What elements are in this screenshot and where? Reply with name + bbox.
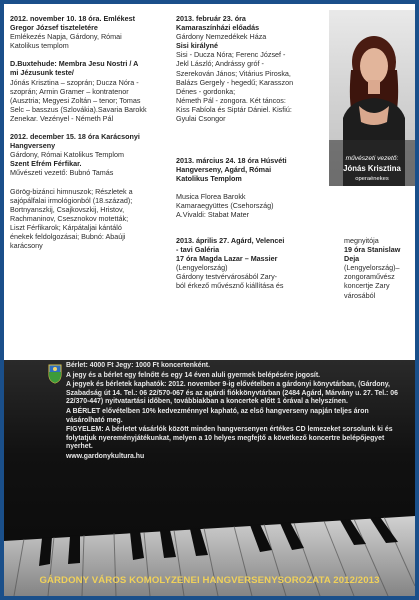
info-line: FIGYELEM: A bérletet vásárlók között minden hangversenyen értékes CD lemezeket sorsolunk ki és folytatjuk nyereményjátékunkat, melyen a 10 helyes megfejtő a következő koncertre belépőjegyet nyerhet. xyxy=(66,426,393,451)
event-line: Rachmaninov, Csesznokov motetták; xyxy=(10,213,129,223)
event-line: sajópálfalai irmológionból (18.század); xyxy=(10,195,133,205)
program-column-4 xyxy=(176,236,326,291)
event-line: zongoraművész xyxy=(344,272,395,282)
event-line: Dénes - gordonka; xyxy=(176,86,236,96)
event-line: A.Vivaldi: Stabat Mater xyxy=(176,210,249,220)
event-heading: Gregor József tiszteletére xyxy=(10,23,98,33)
event-heading: 2013. március 24. 18 óra Húsvéti xyxy=(176,156,287,165)
website-link[interactable]: www.gardonykultura.hu xyxy=(66,452,145,460)
photo-title: operaénekes xyxy=(355,176,389,182)
event-line: (Ausztria; Megyesi Zoltán – tenor; Tomas xyxy=(10,95,141,105)
event-heading: Hangverseny, Agárd, Római xyxy=(176,165,272,175)
event-line: karácsony xyxy=(10,241,43,251)
event-subheading: Szent Efrém Férfikar. xyxy=(10,159,82,169)
event-line: Szerekován János; Vitárius Piroska, xyxy=(176,68,291,78)
event-line: Katolikus templom xyxy=(10,41,69,51)
event-line: Liszt Férfikarok; Kárpátaljai kántáló xyxy=(10,222,122,232)
event-subheading: Sisi királyné xyxy=(176,41,218,51)
event-line: (Lengyelország) xyxy=(176,263,228,273)
photo-role: művészeti vezető: xyxy=(345,155,399,162)
event-heading: 2012. november 10. 18 óra. Emlékest xyxy=(10,14,136,23)
event-line: Németh Pál - zongora. Két táncos: xyxy=(176,95,286,105)
event-line: szoprán; Armin Gramer – kontratenor xyxy=(10,86,129,96)
event-heading: Kamaraszínházi előadás xyxy=(176,23,260,33)
event-line: Emlékezés Napja, Gárdony, Római xyxy=(10,32,122,42)
program-column-5 xyxy=(344,236,419,300)
event-line: Kiss Fabíola és Siptár Dániel. Kisfiú: xyxy=(176,104,292,114)
event-line: Kamaraegyüttes (Csehország) xyxy=(176,201,274,211)
piano-keys-image xyxy=(4,446,415,596)
info-line: A BÉRLET elővételben 10% kedvezménnyel kapható, az első hangverseny napján teljes áron vásárolható meg. xyxy=(66,407,369,424)
photo-name: Jónás Krisztina xyxy=(343,164,401,173)
program-panel xyxy=(4,4,415,360)
event-line: ból érkező művésznő kiállítása és xyxy=(176,281,284,291)
event-line: Jekl László; Andrássy gróf - xyxy=(176,59,264,69)
artist-photo xyxy=(329,10,415,186)
town-crest-icon xyxy=(48,364,62,384)
ticket-info xyxy=(66,362,402,463)
program-column-1 xyxy=(10,14,172,250)
event-line: Sisi - Ducza Nóra; Ferenc József - xyxy=(176,50,286,60)
event-line: Balázs Gergely - hegedű; Karasszon xyxy=(176,77,294,87)
event-line: Musica Florea Barokk xyxy=(176,192,246,202)
program-column-3 xyxy=(176,156,326,220)
event-line: Gyulai Csongor xyxy=(176,114,226,124)
event-heading: Katolikus Templom xyxy=(176,174,242,184)
event-heading: 2013. február 23. óra xyxy=(176,14,246,23)
program-column-2 xyxy=(176,14,326,123)
event-line: Gárdony, Római Katolikus Templom xyxy=(10,150,124,160)
event-heading: 19 óra Stanislaw xyxy=(344,245,401,255)
info-line: A jegy és a bérlet egy felnőtt és egy 14 éven aluli gyermek belépésére jogosít. xyxy=(66,371,321,379)
event-line: megnyitója xyxy=(344,236,379,245)
event-heading: 17 óra Magda Lazar – Massier xyxy=(176,254,278,264)
event-line: Selc – basszus (Szlovákia).Savaria Barokk xyxy=(10,104,147,114)
event-heading: 2013. április 27. Agárd, Velencei xyxy=(176,236,285,245)
event-line: koncertje Zary xyxy=(344,281,390,291)
event-heading: D.Buxtehude: Membra Jesu Nostri / A xyxy=(10,59,139,69)
event-line: városából xyxy=(344,290,376,300)
event-line: Gárdony testvérvárosából Zary- xyxy=(176,272,278,282)
price-line: Bérlet: 4000 Ft Jegy: 1000 Ft koncertenként. xyxy=(66,362,210,369)
event-heading: Hangverseny xyxy=(10,141,56,151)
event-line: Görög-bizánci himnuszok; Részletek a xyxy=(10,186,133,196)
event-line: Bortnyanszkij, Csajkovszkij, Hristov, xyxy=(10,204,125,214)
event-line: Zenekar. Vezényel - Németh Pál xyxy=(10,113,114,123)
event-heading: Deja xyxy=(344,254,360,264)
ticket-info-panel xyxy=(4,360,415,596)
event-heading: mi Jézusunk teste/ xyxy=(10,68,74,78)
event-heading: - tavi Galéria xyxy=(176,245,220,255)
event-line: (Lengyelország)– xyxy=(344,263,400,273)
event-line: Jónás Krisztina – szoprán; Ducza Nóra - xyxy=(10,77,139,87)
event-line: énekek feldolgozásai; Bubnó: Abaúji xyxy=(10,231,126,241)
info-line: A jegyek és bérletek kaphatók: 2012. november 9-ig elővételben a gárdonyi könyvtárban, (Gárdony, Szabadság út 14. Tel.: 06 22/570-067 és az agárdi fiókkönyvtárban (2484 Agárd, Márvány u. 27. Tel.: 06 22/370-447) nyitvatartási időben, továbbiakban a koncertek előtt 1 órával a helyszínen. xyxy=(66,381,398,406)
event-heading: 2012. december 15. 18 óra Karácsonyi xyxy=(10,132,140,142)
event-line: Művészeti vezető: Bubnó Tamás xyxy=(10,168,114,178)
event-line: Gárdony Nemzedékek Háza xyxy=(176,32,267,42)
series-title: GÁRDONY VÁROS KOMOLYZENEI HANGVERSENYSOROZATA 2012/2013 xyxy=(39,575,380,586)
